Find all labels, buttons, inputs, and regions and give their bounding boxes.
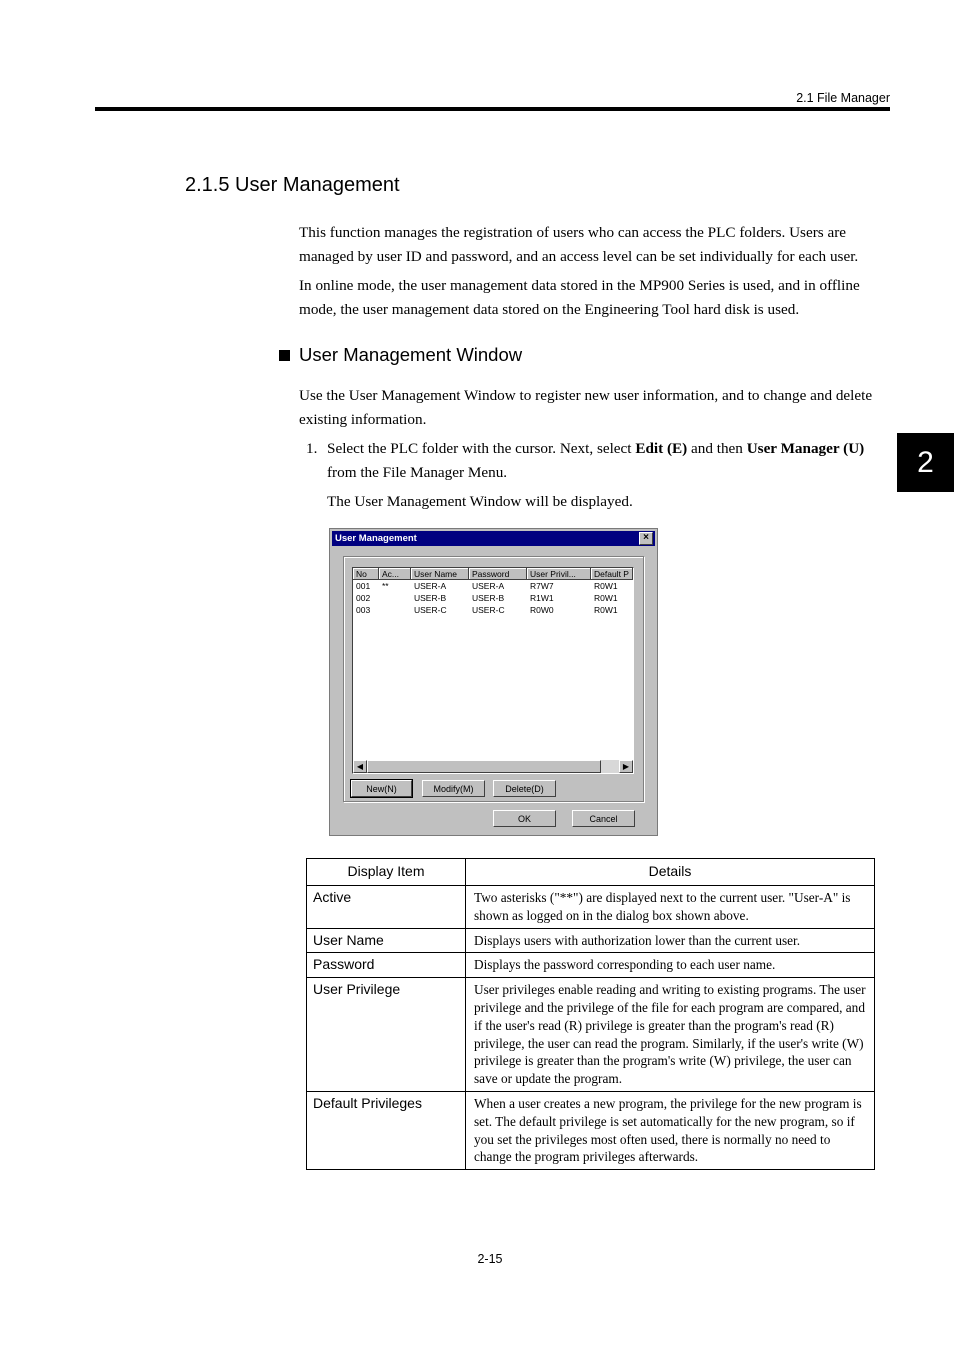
- subheading-text: User Management Window: [299, 344, 523, 365]
- display-item-table: [306, 858, 875, 1170]
- running-head: 2.1 File Manager: [796, 91, 890, 105]
- intro-paragraph-1: This function manages the registration of users who can access the PLC folders. Users are managed by user ID and password, and an access level can be set individually for each user.: [299, 224, 859, 265]
- cell-user-privilege: R0W0: [530, 605, 554, 615]
- cell-default-privilege: R0W1: [594, 605, 618, 615]
- list-item[interactable]: [353, 604, 633, 616]
- table-row: [307, 928, 875, 953]
- header-details: Details: [466, 859, 875, 886]
- item-cell: User Name: [307, 928, 466, 953]
- details-cell: When a user creates a new program, the privilege for the new program is set. The default privilege is set automatically for the new program, so if you set the privileges most often used, there is normally no need to change the program privileges afterwards.: [466, 1091, 875, 1169]
- subheading: [279, 344, 522, 366]
- table-row: [307, 953, 875, 978]
- list-header: [353, 568, 633, 580]
- step-text: Select the PLC folder with the cursor. Next, select Edit (E) and then User Manager (U) from the File Manager Menu.: [327, 440, 865, 481]
- scroll-thumb[interactable]: [367, 760, 601, 773]
- scroll-left-icon[interactable]: ◀: [353, 760, 367, 773]
- cell-password: USER-C: [472, 605, 505, 615]
- list-item[interactable]: [353, 592, 633, 604]
- cell-no: 002: [356, 593, 371, 603]
- page-number: 2-15: [477, 1252, 503, 1266]
- details-cell: Displays the password corresponding to each user name.: [466, 953, 875, 978]
- details-cell: Two asterisks ("**") are displayed next to the current user. "User-A" is shown as logged on in the dialog box shown above.: [466, 886, 875, 929]
- ok-button[interactable]: OK: [493, 810, 556, 827]
- cell-password: USER-A: [472, 581, 505, 591]
- cell-user-privilege: R7W7: [530, 581, 554, 591]
- user-management-dialog: [329, 528, 658, 836]
- horizontal-scrollbar[interactable]: [353, 760, 633, 773]
- step-1: [306, 437, 891, 485]
- item-cell: Default Privileges: [307, 1091, 466, 1169]
- item-cell: Password: [307, 953, 466, 978]
- column-no[interactable]: No: [353, 568, 379, 580]
- dialog-title: User Management: [335, 533, 417, 544]
- square-bullet-icon: [279, 350, 290, 361]
- cell-active: **: [382, 581, 389, 591]
- close-icon[interactable]: ×: [639, 532, 653, 545]
- cell-no: 003: [356, 605, 371, 615]
- header-rule: [95, 107, 890, 111]
- details-cell: User privileges enable reading and writing to existing programs. The user privilege and the privilege of the file for each program are compared, and if the user's read (R) privilege is greater than the program's read (R) privilege, the user can read the program. Similarly, if the user's write (W) privilege is greater than the program's write (W) privilege, the user can save or update the program.: [466, 978, 875, 1092]
- cell-password: USER-B: [472, 593, 505, 603]
- cell-active: [379, 604, 411, 616]
- cell-user-name: USER-B: [414, 593, 447, 603]
- cell-user-name: USER-C: [414, 605, 447, 615]
- user-list[interactable]: [352, 567, 634, 774]
- cell-user-name: USER-A: [414, 581, 447, 591]
- step-result: The User Management Window will be displayed.: [327, 493, 633, 510]
- details-cell: Displays users with authorization lower than the current user.: [466, 928, 875, 953]
- column-user-name[interactable]: User Name: [411, 568, 469, 580]
- dialog-titlebar: [332, 531, 655, 546]
- cell-no: 001: [356, 581, 371, 591]
- column-user-privilege[interactable]: User Privil...: [527, 568, 591, 580]
- modify-button[interactable]: Modify(M): [422, 780, 485, 797]
- section-title: 2.1.5 User Management: [185, 174, 400, 196]
- cell-active: [379, 592, 411, 604]
- chapter-tab: 2: [897, 433, 954, 492]
- menu-user-manager: User Manager (U): [746, 440, 865, 457]
- table-row: [307, 1091, 875, 1169]
- step-number: 1.: [306, 440, 318, 457]
- delete-button[interactable]: Delete(D): [493, 780, 556, 797]
- list-item[interactable]: [353, 580, 633, 592]
- table-row: [307, 978, 875, 1092]
- item-cell: Active: [307, 886, 466, 929]
- new-button[interactable]: New(N): [351, 780, 412, 797]
- header-display-item: Display Item: [307, 859, 466, 886]
- intro-paragraph-2: In online mode, the user management data stored in the MP900 Series is used, and in offline mode, the user management data stored on the Engineering Tool hard disk is used.: [299, 277, 860, 318]
- column-active[interactable]: Ac...: [379, 568, 411, 580]
- cancel-button[interactable]: Cancel: [572, 810, 635, 827]
- item-cell: User Privilege: [307, 978, 466, 1092]
- cell-default-privilege: R0W1: [594, 593, 618, 603]
- menu-edit: Edit (E): [635, 440, 688, 457]
- cell-user-privilege: R1W1: [530, 593, 554, 603]
- scroll-right-icon[interactable]: ▶: [619, 760, 633, 773]
- table-row: [307, 886, 875, 929]
- window-intro-paragraph: Use the User Management Window to register new user information, and to change and delete existing information.: [299, 387, 873, 428]
- column-default-privilege[interactable]: Default P: [591, 568, 633, 580]
- table-header-row: [307, 859, 875, 886]
- column-password[interactable]: Password: [469, 568, 527, 580]
- cell-default-privilege: R0W1: [594, 581, 618, 591]
